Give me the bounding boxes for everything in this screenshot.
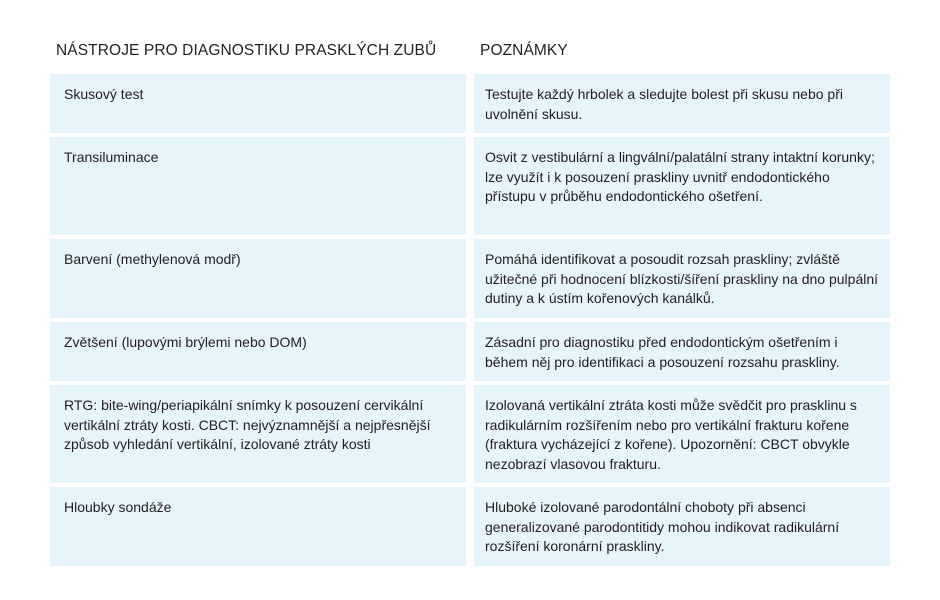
diagnostic-table (50, 40, 890, 570)
table-row (50, 487, 890, 566)
tool-cell: Skusový test (50, 74, 466, 133)
tool-cell: Hloubky sondáže (50, 487, 466, 566)
note-cell: Osvit z vestibulární a lingvální/palatální strany intaktní korunky; lze využít i k posouzení praskliny uvnitř endodontického přístupu v průběhu endodontického ošetření. (474, 137, 890, 235)
note-cell: Hluboké izolované parodontální choboty při absenci generalizované parodontitidy mohou indikovat radikulární rozšíření koronární praskliny. (474, 487, 890, 566)
note-cell: Zásadní pro diagnostiku před endodontickým ošetřením i během něj pro identifikaci a posouzení rozsahu praskliny. (474, 322, 890, 381)
note-cell: Pomáhá identifikovat a posoudit rozsah praskliny; zvláště užitečné při hodnocení blízkosti/šíření praskliny na dno pulpální dutiny a k ústím kořenových kanálků. (474, 239, 890, 318)
note-cell: Testujte každý hrbolek a sledujte bolest při skusu nebo při uvolnění skusu. (474, 74, 890, 133)
tool-cell: Barvení (methylenová modř) (50, 239, 466, 318)
note-cell: Izolovaná vertikální ztráta kosti může svědčit pro prasklinu s radikulárním rozšířením nebo pro vertikální frakturu kořene (fraktura vycházející z kořene). Upozornění: CBCT obvykle nezobrazí vlasovou frakturu. (474, 385, 890, 483)
column-header-tools: NÁSTROJE PRO DIAGNOSTIKU PRASKLÝCH ZUBŮ (56, 42, 437, 59)
table-row (50, 322, 890, 381)
tool-cell: Zvětšení (lupovými brýlemi nebo DOM) (50, 322, 466, 381)
column-header-notes: POZNÁMKY (480, 42, 568, 59)
table-row (50, 74, 890, 133)
table-row (50, 239, 890, 318)
tool-cell: Transiluminace (50, 137, 466, 235)
table-row (50, 385, 890, 483)
table-row (50, 137, 890, 235)
table-header (50, 40, 890, 68)
tool-cell: RTG: bite-wing/periapikální snímky k posouzení cervikální vertikální ztráty kosti. CBCT: nejvýznamnější a nejpřesnější způsob vyhledání vertikální, izolované ztráty kosti (50, 385, 466, 483)
